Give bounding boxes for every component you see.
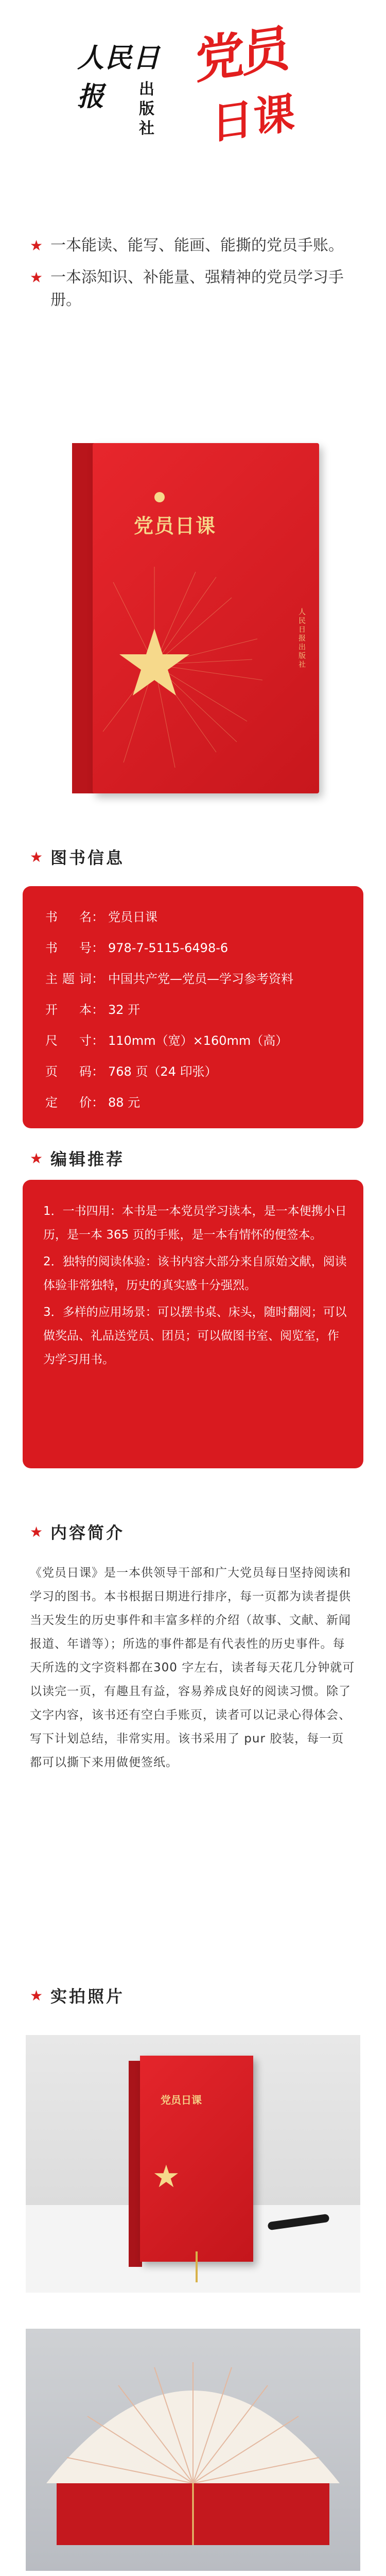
star-emblem xyxy=(119,629,189,696)
intro-item xyxy=(30,234,359,257)
photo-ribbon xyxy=(196,2251,198,2282)
section-header-content-intro xyxy=(30,1520,125,1544)
intro-text: 一本能读、能写、能画、能撕的党员手账。 xyxy=(50,236,344,255)
sunburst-rays xyxy=(93,443,319,793)
title-art xyxy=(196,19,319,149)
info-row: 尺寸： 110mm（宽）×160mm（高） xyxy=(45,1033,288,1048)
section-title: 内容简介 xyxy=(50,1523,125,1543)
party-emblem-icon xyxy=(154,492,165,502)
photo-fanned-pages xyxy=(26,2329,360,2571)
book-info-panel xyxy=(23,886,363,1128)
editor-recommend-text xyxy=(43,1199,347,1375)
star-icon: ★ xyxy=(30,1523,43,1540)
photo-book-fanned xyxy=(26,2329,360,2571)
section-title: 实拍照片 xyxy=(50,1987,125,2006)
publisher-name xyxy=(139,80,175,139)
book-cover-image xyxy=(72,443,319,793)
content-intro-text: 《党员日课》是一本供领导干部和广大党员每日坚持阅读和学习的图书。本书根据日期进行排序，每一页都为读者提供当天发生的历史事件和丰富多样的介绍（故事、文献、新闻报道、年谱等）；所选的事件都是有代表性的历史事件。每天所选的文字资料都在300 字左右，读者每天花几分钟就可以读完一页，有趣且有益，容易养成良好的阅读习惯。除了文字内容，该书还有空白手账页，读者可以记录心得体会、写下计划总结，非常实用。该书采用了 pur 胶装，每一页都可以撕下来用做便签纸。 xyxy=(30,1566,355,1769)
star-icon: ★ xyxy=(30,237,43,254)
photo-book-standing xyxy=(26,2035,360,2293)
section-title: 图书信息 xyxy=(50,848,125,868)
info-row: 书号： 978-7-5115-6498-6 xyxy=(45,941,229,955)
publisher-logo xyxy=(77,31,175,138)
intro-item xyxy=(30,266,359,312)
star-icon: ★ xyxy=(30,1149,43,1167)
info-row: 定价： 88 元 xyxy=(45,1095,141,1110)
book-cover xyxy=(93,443,319,793)
photo-book-cover xyxy=(140,2056,253,2262)
section-header-editor-recommend xyxy=(30,1146,125,1170)
star-icon: ★ xyxy=(30,848,43,866)
info-row: 主题词： 中国共产党—党员—学习参考资料 xyxy=(45,972,293,986)
section-header-book-info xyxy=(30,845,125,869)
recommend-paragraph: 3．多样的应用场景：可以摆书桌、床头，随时翻阅；可以做奖品、礼品送党员、团员；可以做图书室、阅览室，作为学习用书。 xyxy=(43,1306,347,1366)
recommend-paragraph: 2．独特的阅读体验：该书内容大部分来自原始文献，阅读体验非常独特，历史的真实感十分强烈。 xyxy=(43,1255,347,1292)
info-row: 书名： 党员日课 xyxy=(45,910,157,924)
publisher-name-line2: 社 xyxy=(139,120,157,138)
book-cover-side-text: 人民日报出版社 xyxy=(297,608,306,669)
info-row: 开本： 32 开 xyxy=(45,1003,141,1017)
title-art-line2: 日课 xyxy=(211,88,295,149)
title-art-line1: 党员 xyxy=(196,19,288,91)
section-header-photos xyxy=(30,1984,125,2007)
publisher-name-line1: 出版 xyxy=(139,80,157,118)
photo-star-icon: ★ xyxy=(152,2159,180,2195)
section-title: 编辑推荐 xyxy=(50,1149,125,1169)
book-cover-title: 党员日课 xyxy=(134,515,217,537)
editor-recommend-panel xyxy=(23,1180,363,1468)
publisher-calligraphy: 人民日报 xyxy=(77,42,161,112)
intro-list xyxy=(30,234,359,321)
info-row: 页码： 768 页（24 印张） xyxy=(45,1064,217,1079)
intro-text: 一本添知识、补能量、强精神的党员学习手册。 xyxy=(50,268,344,309)
recommend-paragraph: 1．一书四用：本书是一本党员学习读本，是一本便携小日历，是一本 365 页的手账，是一本有情怀的便签本。 xyxy=(43,1205,347,1242)
star-icon: ★ xyxy=(30,1987,43,2004)
photo-book-title: 党员日课 xyxy=(161,2094,202,2106)
star-icon: ★ xyxy=(30,269,43,286)
